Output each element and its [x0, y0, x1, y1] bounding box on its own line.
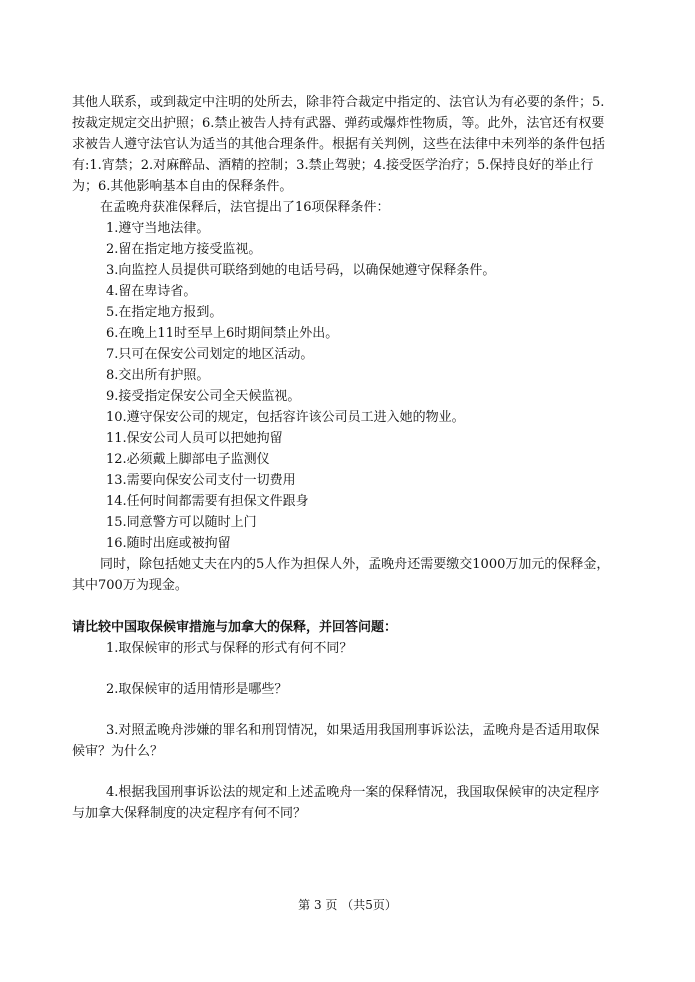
list-item: 15.同意警方可以随时上门	[106, 515, 257, 530]
list-item: 11.保安公司人员可以把她拘留	[106, 431, 283, 446]
list-item: 3.向监控人员提供可联络到她的电话号码，以确保她遵守保释条件。	[106, 263, 496, 278]
intro-line: 有:1.宵禁；2.对麻醉品、酒精的控制；3.禁止驾驶；4.接受医学治疗；5.保持良好的举止行	[72, 158, 594, 173]
list-item: 13.需要向保安公司支付一切费用	[106, 473, 296, 488]
document-page	[72, 92, 630, 824]
question-1: 1.取保候审的形式与保释的形式有何不同？	[106, 641, 353, 656]
question-3-continued: 候审？为什么？	[72, 744, 164, 759]
list-item: 5.在指定地方报到。	[106, 305, 223, 320]
list-item: 10.遵守保安公司的规定，包括容许该公司员工进入她的物业。	[106, 410, 465, 425]
list-item: 7.只可在保安公司划定的地区活动。	[106, 347, 314, 362]
list-item: 16.随时出庭或被拘留	[106, 536, 231, 551]
intro-line: 按裁定规定交出护照；6.禁止被告人持有武器、弹药或爆炸性物质，等。此外，法官还有权要	[72, 116, 605, 131]
list-item: 6.在晚上11时至早上6时期间禁止外出。	[106, 326, 339, 341]
closing-line: 同时，除包括她丈夫在内的5人作为担保人外，孟晚舟还需要缴交1000万加元的保释金，	[100, 557, 610, 572]
intro-line: 为；6.其他影响基本自由的保释条件。	[72, 179, 293, 194]
bail-conditions-list	[72, 218, 630, 554]
question-4-continued: 与加拿大保释制度的决定程序有何不同？	[72, 806, 307, 821]
questions-title: 请比较中国取保候审措施与加拿大的保释，并回答问题：	[72, 620, 398, 635]
closing-line: 其中700万为现金。	[72, 578, 188, 593]
intro-paragraph	[72, 92, 630, 197]
intro-line: 求被告人遵守法官认为适当的其他合理条件。根据有关判例，这些在法律中未列举的条件包括	[72, 137, 606, 152]
question-2: 2.取保候审的适用情形是哪些？	[106, 682, 288, 697]
question-4: 4.根据我国刑事诉讼法的规定和上述孟晚舟一案的保释情况，我国取保候审的决定程序	[106, 785, 600, 800]
list-item: 12.必须戴上脚部电子监测仪	[106, 452, 270, 467]
list-item: 1.遵守当地法律。	[106, 221, 210, 236]
list-item: 14.任何时间都需要有担保文件跟身	[106, 494, 309, 509]
list-item: 2.留在指定地方接受监视。	[106, 242, 262, 257]
list-item: 4.留在卑诗省。	[106, 284, 197, 299]
list-item: 8.交出所有护照。	[106, 368, 210, 383]
conditions-heading: 在孟晚舟获准保释后，法官提出了16项保释条件：	[100, 200, 390, 215]
intro-line: 其他人联系，或到裁定中注明的处所去，除非符合裁定中指定的、法官认为有必要的条件；5.	[72, 95, 605, 110]
list-item: 9.接受指定保安公司全天候监视。	[106, 389, 301, 404]
page-number-footer: 第 3 页 （共5页）	[298, 898, 397, 912]
question-3: 3.对照孟晚舟涉嫌的罪名和刑罚情况，如果适用我国刑事诉讼法，孟晚舟是否适用取保	[106, 723, 600, 738]
